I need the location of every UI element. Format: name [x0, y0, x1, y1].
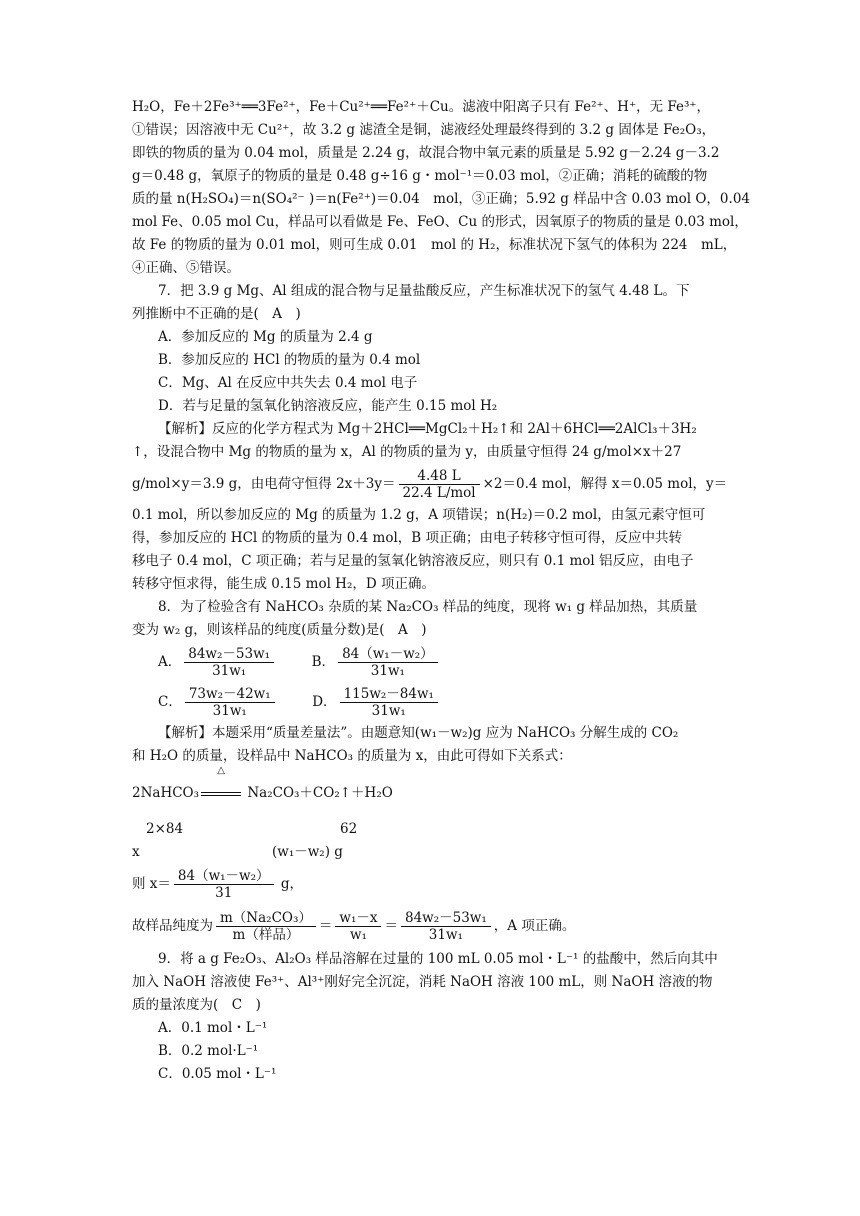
question-8-stem: 8．为了检验含有 NaHCO₃ 杂质的某 Na₂CO₃ 样品的纯度，现将 w₁ g 样品加热，其质量	[158, 599, 698, 615]
q9-option-c: C．0.05 mol・L⁻¹	[158, 1066, 277, 1082]
q7-analysis-fraction-line: g/mol×y＝3.9 g，由电荷守恒得 2x＋3y＝ $\frac{4.48 L}{\text{22.4 L/mol}}$ ×2＝0.4 mol，解得 x＝0.05 mol，y＝	[132, 468, 728, 501]
q7-analysis-cont: 移电子 0.4 mol，C 项正确；若与足量的氢氧化钠溶液反应，则只有 0.1 mol 铝反应，由电子	[132, 553, 694, 569]
q8-relation-row: x (w₁－w₂) g	[132, 844, 343, 860]
q7-analysis-cont: 0.1 mol，所以参加反应的 Mg 的质量为 1.2 g，A 项错误；n(H₂)＝0.2 mol，由氢元素守恒可	[132, 507, 706, 523]
q8-purity-expression: 故样品纯度为 $\frac{\text{m（Na₂CO₃）}}{\text{m（样品）}}$ ＝ $\frac{\text{w₁－x}}{\text{w₁}}$ ＝ $\frac{\text{84w₂－53w₁}}{\text{31w₁}}$ ，A 项正确。	[132, 910, 576, 943]
q8-option-a-fraction: $\frac{\text{84w₂－53w₁}}{\text{31w₁}}$	[184, 646, 274, 679]
text-line: ④正确、⑤错误。	[132, 260, 240, 276]
q8-option-c-fraction: $\frac{\text{73w₂－42w₁}}{\text{31w₁}}$	[185, 686, 275, 719]
q7-analysis-cont: 得，参加反应的 HCl 的物质的量为 0.4 mol，B 项正确；由电子转移守恒可得，反应中共转	[132, 530, 683, 546]
q8-option-b-fraction: $\frac{\text{84（w₁－w₂）}}{\text{31w₁}}$	[338, 646, 438, 679]
q7-option-c: C．Mg、Al 在反应中共失去 0.4 mol 电子	[158, 375, 418, 391]
heat-equals-sign: △	[199, 778, 243, 808]
q9-option-a: A．0.1 mol・L⁻¹	[158, 1020, 268, 1036]
q7-analysis-cont: ↑，设混合物中 Mg 的物质的量为 x，Al 的物质的量为 y，由质量守恒得 24 g/mol×x＋27	[132, 444, 682, 460]
document-page	[132, 96, 750, 1086]
q7-option-b: B．参加反应的 HCl 的物质的量为 0.4 mol	[158, 352, 421, 368]
q8-relation-row: 2×84 62	[146, 821, 358, 837]
q8-x-expression: 则 x＝ $\frac{\text{84（w₁－w₂）}}{31}$ g，	[132, 868, 303, 901]
text-line: 质的量 n(H₂SO₄)＝n(SO₄²⁻ )＝n(Fe²⁺)＝0.04 mol，③正确；5.92 g 样品中含 0.03 mol O，0.04	[132, 191, 750, 207]
fraction: $\frac{4.48 L}{\text{22.4 L/mol}}$	[399, 468, 480, 501]
text-line: 即铁的物质的量为 0.04 mol，质量是 2.24 g，故混合物中氧元素的质量是 5.92 g－2.24 g－3.2	[132, 145, 720, 161]
q8-equation: 2NaHCO₃ △ Na₂CO₃＋CO₂↑＋H₂O	[132, 778, 732, 808]
q8-options-cd: C． $\frac{\text{73w₂－42w₁}}{\text{31w₁}}$ D． $\frac{\text{115w₂－84w₁}}{\text{31w₁}}$	[132, 682, 732, 722]
question-7-stem-cont: 列推断中不正确的是( A )	[132, 306, 301, 322]
q9-option-b: B．0.2 mol·L⁻¹	[158, 1043, 259, 1059]
q7-analysis: 【解析】反应的化学方程式为 Mg＋2HCl══MgCl₂＋H₂↑和 2Al＋6HCl══2AlCl₃＋3H₂	[158, 421, 697, 437]
q8-option-d-fraction: $\frac{\text{115w₂－84w₁}}{\text{31w₁}}$	[340, 686, 438, 719]
fraction: $\frac{\text{w₁－x}}{\text{w₁}}$	[335, 910, 381, 943]
question-7-stem: 7．把 3.9 g Mg、Al 组成的混合物与足量盐酸反应，产生标准状况下的氢气 4.48 L。下	[158, 283, 690, 299]
text-line: 故 Fe 的物质的量为 0.01 mol，则可生成 0.01 mol 的 H₂，标准状况下氢气的体积为 224 mL，	[132, 237, 737, 253]
text-line: ①错误；因溶液中无 Cu²⁺，故 3.2 g 滤渣全是铜，滤液经处理最终得到的 3.2 g 固体是 Fe₂O₃，	[132, 122, 716, 138]
q8-analysis: 【解析】本题采用“质量差量法”。由题意知(w₁－w₂)g 应为 NaHCO₃ 分解生成的 CO₂	[158, 725, 679, 741]
text-line: mol Fe、0.05 mol Cu，样品可以看做是 Fe、FeO、Cu 的形式，因氧原子的物质的量是 0.03 mol，	[132, 214, 748, 230]
q8-analysis-cont: 和 H₂O 的质量，设样品中 NaHCO₃ 的质量为 x，由此可得如下关系式：	[132, 748, 572, 764]
q8-options-ab: A． $\frac{\text{84w₂－53w₁}}{\text{31w₁}}$ B． $\frac{\text{84（w₁－w₂）}}{\text{31w₁}}$	[132, 642, 732, 682]
fraction: $\frac{\text{m（Na₂CO₃）}}{\text{m（样品）}}$	[216, 910, 316, 943]
fraction: $\frac{\text{84（w₁－w₂）}}{31}$	[174, 868, 274, 901]
text-line: g＝0.48 g，氧原子的物质的量是 0.48 g÷16 g・mol⁻¹＝0.03 mol，②正确；消耗的硫酸的物	[132, 168, 708, 184]
fraction: $\frac{\text{84w₂－53w₁}}{\text{31w₁}}$	[401, 910, 491, 943]
q7-analysis-cont: 转移守恒求得，能生成 0.15 mol H₂，D 项正确。	[132, 576, 435, 592]
question-8-stem-cont: 变为 w₂ g，则该样品的纯度(质量分数)是( A )	[132, 622, 427, 638]
question-9-stem-cont: 加入 NaOH 溶液使 Fe³⁺、Al³⁺刚好完全沉淀，消耗 NaOH 溶液 100 mL，则 NaOH 溶液的物	[132, 974, 713, 990]
question-9-stem: 9．将 a g Fe₂O₃、Al₂O₃ 样品溶解在过量的 100 mL 0.05 mol・L⁻¹ 的盐酸中，然后向其中	[158, 951, 718, 967]
question-9-stem-cont: 质的量浓度为( C )	[132, 997, 261, 1013]
text-line: H₂O，Fe＋2Fe³⁺══3Fe²⁺，Fe＋Cu²⁺══Fe²⁺＋Cu。滤液中阳离子只有 Fe²⁺、H⁺，无 Fe³⁺，	[132, 99, 711, 115]
q7-option-a: A．参加反应的 Mg 的质量为 2.4 g	[158, 329, 373, 345]
q7-option-d: D．若与足量的氢氧化钠溶液反应，能产生 0.15 mol H₂	[158, 398, 498, 414]
